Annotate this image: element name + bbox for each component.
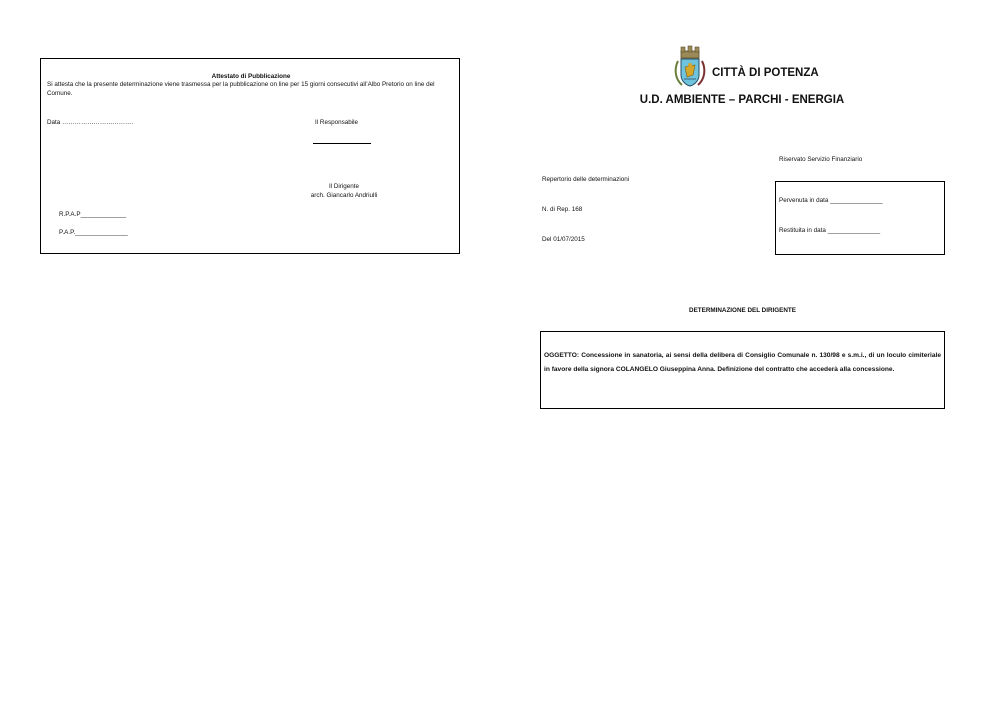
publication-title: Attestato di Pubblicazione (211, 73, 291, 80)
dirigente-label: Il Dirigente (328, 183, 360, 190)
responsabile-signature-line (313, 143, 371, 144)
publication-date-line: Data ……………………………. (47, 119, 134, 126)
unit-name: U.D. AMBIENTE – PARCHI - ENERGIA (639, 94, 845, 106)
pap-line: P.A.P._______________ (59, 229, 128, 236)
received-date-line: Pervenuta in data _______________ (779, 197, 883, 204)
subject-box (540, 331, 945, 409)
finance-box (775, 181, 945, 255)
responsabile-label: Il Responsabile (315, 119, 359, 126)
publication-certificate-box (40, 58, 460, 254)
dirigente-block (299, 183, 389, 200)
subject-text: OGGETTO: Concessione in sanatoria, ai sensi della delibera di Consiglio Comunale n. 130/98 e s.m.i., di un loculo cimiteriale in favore della signora COLANGELO Giuseppina Anna. Definizione del contratto che accederà alla concessione. (544, 352, 941, 373)
dirigente-name: arch. Giancarlo Andriulli (310, 191, 378, 199)
city-name: CITTÀ DI POTENZA (712, 67, 819, 79)
rpap-line: R.P.A.P_____________ (59, 211, 127, 218)
publication-body: Si attesta che la presente determinazione viene trasmessa per la pubblicazione on line per 15 giorni consecutivi all’Albo Pretorio on line del Comune. (47, 81, 435, 97)
finance-reserved-label: Riservato Servizio Finanziario (779, 156, 863, 163)
returned-date-line: Restituita in data _______________ (779, 227, 881, 234)
city-coat-of-arms-icon (673, 45, 707, 89)
repertorio-number: N. di Rep. 168 (542, 206, 583, 213)
repertorio-label: Repertorio delle determinazioni (542, 176, 630, 183)
repertorio-date: Del 01/07/2015 (542, 236, 585, 243)
determination-title: DETERMINAZIONE DEL DIRIGENTE (689, 307, 796, 314)
